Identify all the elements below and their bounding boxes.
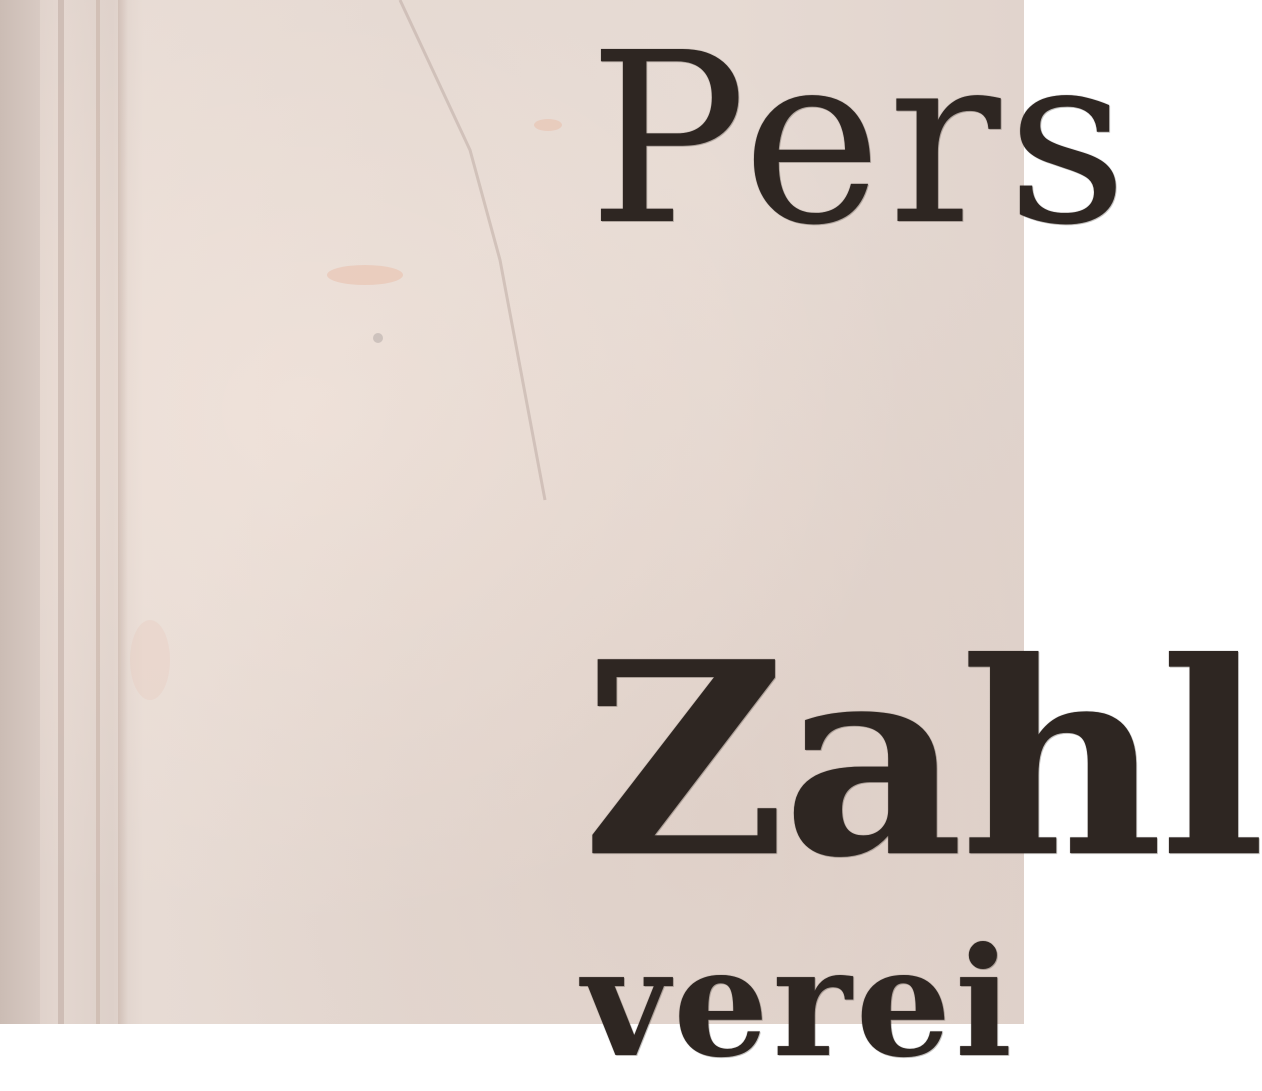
paper-stain [130, 620, 170, 700]
printed-word: Zahl [582, 604, 1262, 917]
paper-speck [373, 333, 383, 343]
paper-stain [534, 119, 562, 131]
paper-crease [400, 0, 545, 500]
printed-word: verei [582, 915, 1017, 1091]
paper-stain [327, 265, 403, 285]
printed-word: Pers [588, 2, 1134, 277]
